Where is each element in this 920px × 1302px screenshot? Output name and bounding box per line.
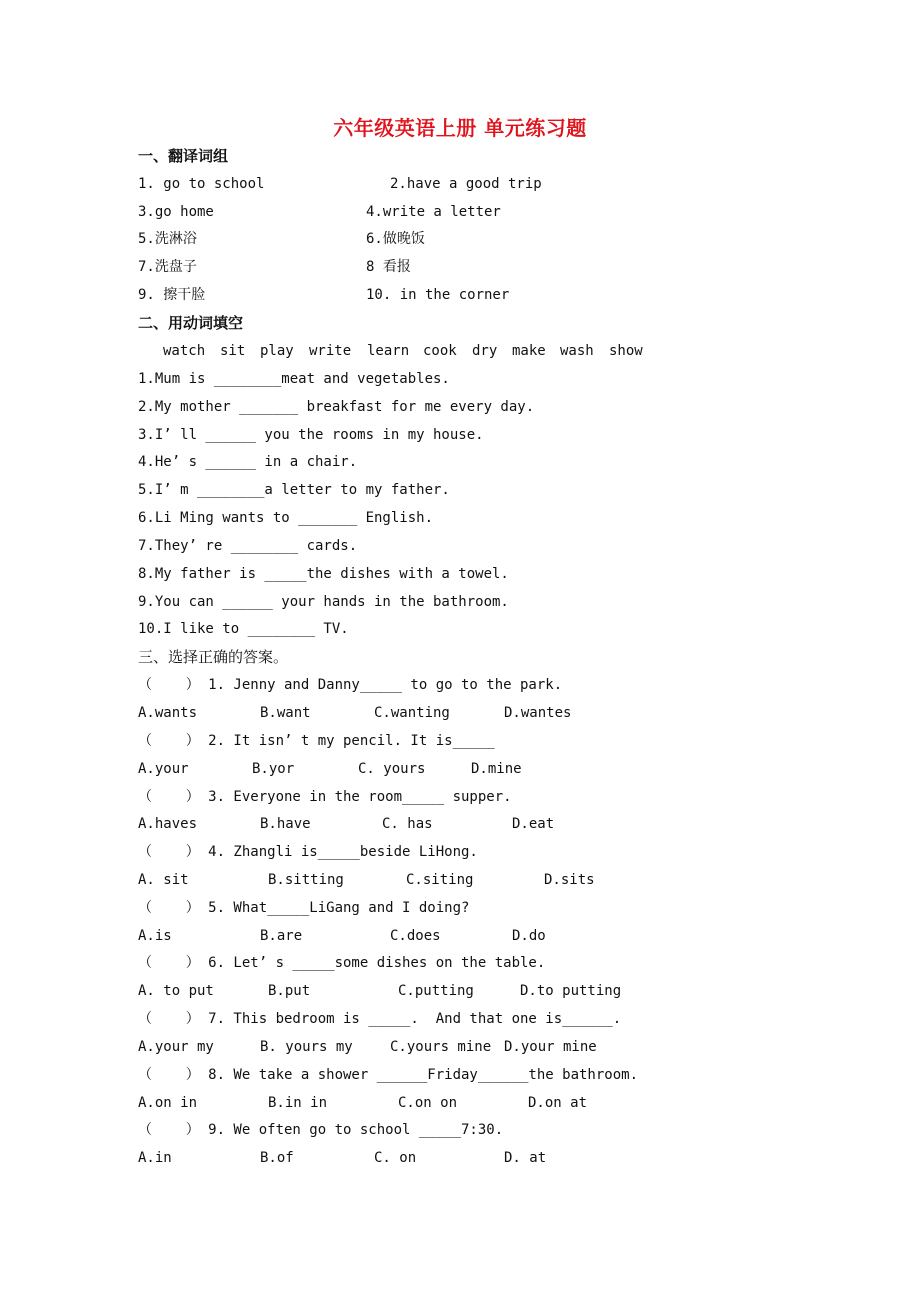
phrase-item: 8 看报 [366,259,411,275]
option: C. has [382,816,433,832]
fill-blank-item: 2.My mother _______ breakfast for me every day. [138,399,535,415]
fill-blank-item: 4.He’ s ______ in a chair. [138,454,358,470]
option: D.eat [512,816,555,832]
phrase-row [138,200,838,224]
fill-blank-item: 6.Li Ming wants to _______ English. [138,510,434,526]
option: B.are [260,928,303,944]
phrase-item: 4.write a letter [366,204,501,220]
option: A.in [138,1150,172,1166]
option: B.want [260,705,311,721]
fill-blank-item: 8.My father is _____the dishes with a towel. [138,566,509,582]
section3-heading: 三、选择正确的答案。 [138,648,289,666]
option: B.in in [268,1095,328,1111]
section1-heading: 一、翻译词组 [138,147,229,165]
word-bank-item: show [609,343,643,359]
options-row [138,1146,838,1170]
word-bank-item: write [309,343,352,359]
option: D.to putting [520,983,622,999]
option: A.haves [138,816,198,832]
fill-blank-item: 9.You can ______ your hands in the bathroom. [138,594,509,610]
phrase-item: 9. 擦干脸 [138,287,206,303]
word-bank-item: make [512,343,546,359]
phrase-item: 10. in the corner [366,287,510,303]
options-row [138,757,838,781]
options-row [138,1091,838,1115]
option: A. to put [138,983,214,999]
option: B.have [260,816,311,832]
options-row [138,979,838,1003]
option: C.putting [398,983,474,999]
fill-blank-item: 3.I’ ll ______ you the rooms in my house. [138,427,484,443]
question: （ ） 4. Zhangli is_____beside LiHong. [138,844,478,860]
option: B.put [268,983,311,999]
option: C.siting [406,872,474,888]
option: D.mine [471,761,522,777]
fill-blank-item: 7.They’ re ________ cards. [138,538,358,554]
options-row [138,1035,838,1059]
fill-blank-item: 5.I’ m ________a letter to my father. [138,482,450,498]
page-title: 六年级英语上册 单元练习题 [333,116,587,140]
word-bank-item: learn [367,343,410,359]
section2-heading: 二、用动词填空 [138,314,244,332]
question: （ ） 9. We often go to school _____7:30. [138,1122,504,1138]
word-bank-item: sit [220,343,246,359]
option: D.wantes [504,705,572,721]
phrase-item: 7.洗盘子 [138,259,197,275]
option: B.sitting [268,872,344,888]
question: （ ） 8. We take a shower ______Friday______the bathroom. [138,1067,639,1083]
option: A.your my [138,1039,214,1055]
option: B. yours my [260,1039,353,1055]
phrase-item: 6.做晚饭 [366,231,425,247]
option: B.yor [252,761,295,777]
question: （ ） 6. Let’ s _____some dishes on the table. [138,955,546,971]
phrase-row [138,172,838,196]
options-row [138,812,838,836]
question: （ ） 3. Everyone in the room_____ supper. [138,789,512,805]
option: B.of [260,1150,294,1166]
fill-blank-item: 1.Mum is ________meat and vegetables. [138,371,450,387]
phrase-row [138,227,838,251]
option: C. yours [358,761,426,777]
option: D.do [512,928,546,944]
phrase-item: 2.have a good trip [390,176,542,192]
option: A.on in [138,1095,198,1111]
options-row [138,868,838,892]
fill-blank-item: 10.I like to ________ TV. [138,621,349,637]
option: D.sits [544,872,595,888]
options-row [138,701,838,725]
question: （ ） 5. What_____LiGang and I doing? [138,900,470,916]
question: （ ） 7. This bedroom is _____. And that one is______. [138,1011,622,1027]
option: A. sit [138,872,189,888]
question: （ ） 1. Jenny and Danny_____ to go to the park. [138,677,563,693]
option: A.your [138,761,189,777]
phrase-item: 3.go home [138,204,214,220]
question: （ ） 2. It isn’ t my pencil. It is_____ [138,733,495,749]
option: D. at [504,1150,547,1166]
phrase-item: 1. go to school [138,176,265,192]
option: D.on at [528,1095,588,1111]
option: C.on on [398,1095,458,1111]
option: C.yours mine [390,1039,492,1055]
word-bank-item: play [260,343,294,359]
word-bank-item: watch [163,343,206,359]
option: C.does [390,928,441,944]
phrase-row [138,283,838,307]
phrase-row [138,255,838,279]
word-bank-item: wash [560,343,594,359]
phrase-item: 5.洗淋浴 [138,231,197,247]
option: A.wants [138,705,198,721]
options-row [138,924,838,948]
option: D.your mine [504,1039,597,1055]
word-bank-item: cook [423,343,457,359]
option: C. on [374,1150,417,1166]
word-bank [138,339,838,363]
option: C.wanting [374,705,450,721]
word-bank-item: dry [472,343,498,359]
option: A.is [138,928,172,944]
